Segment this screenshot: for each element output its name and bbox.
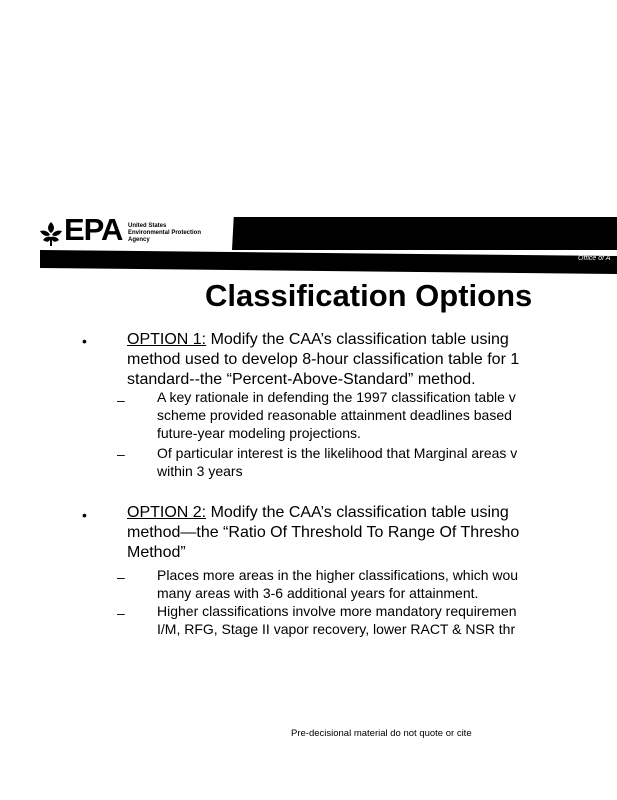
subpoint-line: Of particular interest is the likelihood that Marginal areas v: [157, 445, 518, 461]
dash-marker: –: [117, 446, 125, 462]
footer-disclaimer: Pre-decisional material do not quote or cite: [291, 728, 472, 739]
option-2-subpoint-2: [157, 602, 617, 638]
option-2-line3: Method”: [127, 544, 186, 561]
bullet-marker: •: [82, 333, 87, 349]
epa-flower-icon: [38, 220, 64, 248]
subpoint-line: Places more areas in the higher classifications, which wou: [157, 567, 519, 583]
option-2-subpoint-1: [157, 566, 617, 602]
subpoint-line: A key rationale in defending the 1997 classification table v: [157, 389, 516, 405]
subpoint-line: scheme provided reasonable attainment deadlines based: [157, 407, 512, 423]
option-1-label: OPTION 1:: [127, 331, 207, 348]
option-1-line3: standard--the “Percent-Above-Standard” method.: [127, 371, 476, 388]
subpoint-line: Higher classifications involve more mandatory requiremen: [157, 603, 517, 619]
option-1-line1: [127, 330, 617, 350]
option-2-label: OPTION 2:: [127, 504, 207, 521]
subpoint-line: within 3 years: [157, 463, 243, 479]
option-1: [127, 330, 617, 390]
header-stripe: [40, 250, 617, 274]
option-2-line2: method—the “Ratio Of Threshold To Range Of Thresho: [127, 524, 520, 541]
subpoint-line: many areas with 3-6 additional years for attainment.: [157, 585, 479, 601]
dash-marker: –: [117, 392, 125, 408]
option-2-line1: [127, 503, 617, 523]
office-label: Office of A: [578, 255, 611, 262]
dash-marker: –: [117, 569, 125, 585]
option-1-subpoint-2: [157, 444, 617, 480]
slide-title: Classification Options: [205, 278, 533, 313]
option-2: [127, 503, 617, 563]
epa-logo-text: EPA: [64, 212, 123, 247]
subpoint-line: future-year modeling projections.: [157, 425, 361, 441]
option-1-line2: method used to develop 8-hour classification table for 1: [127, 351, 520, 368]
header-bar: [232, 217, 617, 250]
option-2-text: Modify the CAA’s classification table using: [206, 504, 509, 521]
option-1-text: Modify the CAA’s classification table using: [206, 331, 509, 348]
dash-marker: –: [117, 605, 125, 621]
agency-name: United States Environmental Protection Agency: [128, 223, 202, 243]
option-1-subpoint-1: [157, 388, 617, 442]
bullet-marker: •: [82, 507, 87, 523]
subpoint-line: I/M, RFG, Stage II vapor recovery, lower RACT & NSR thr: [157, 621, 516, 637]
